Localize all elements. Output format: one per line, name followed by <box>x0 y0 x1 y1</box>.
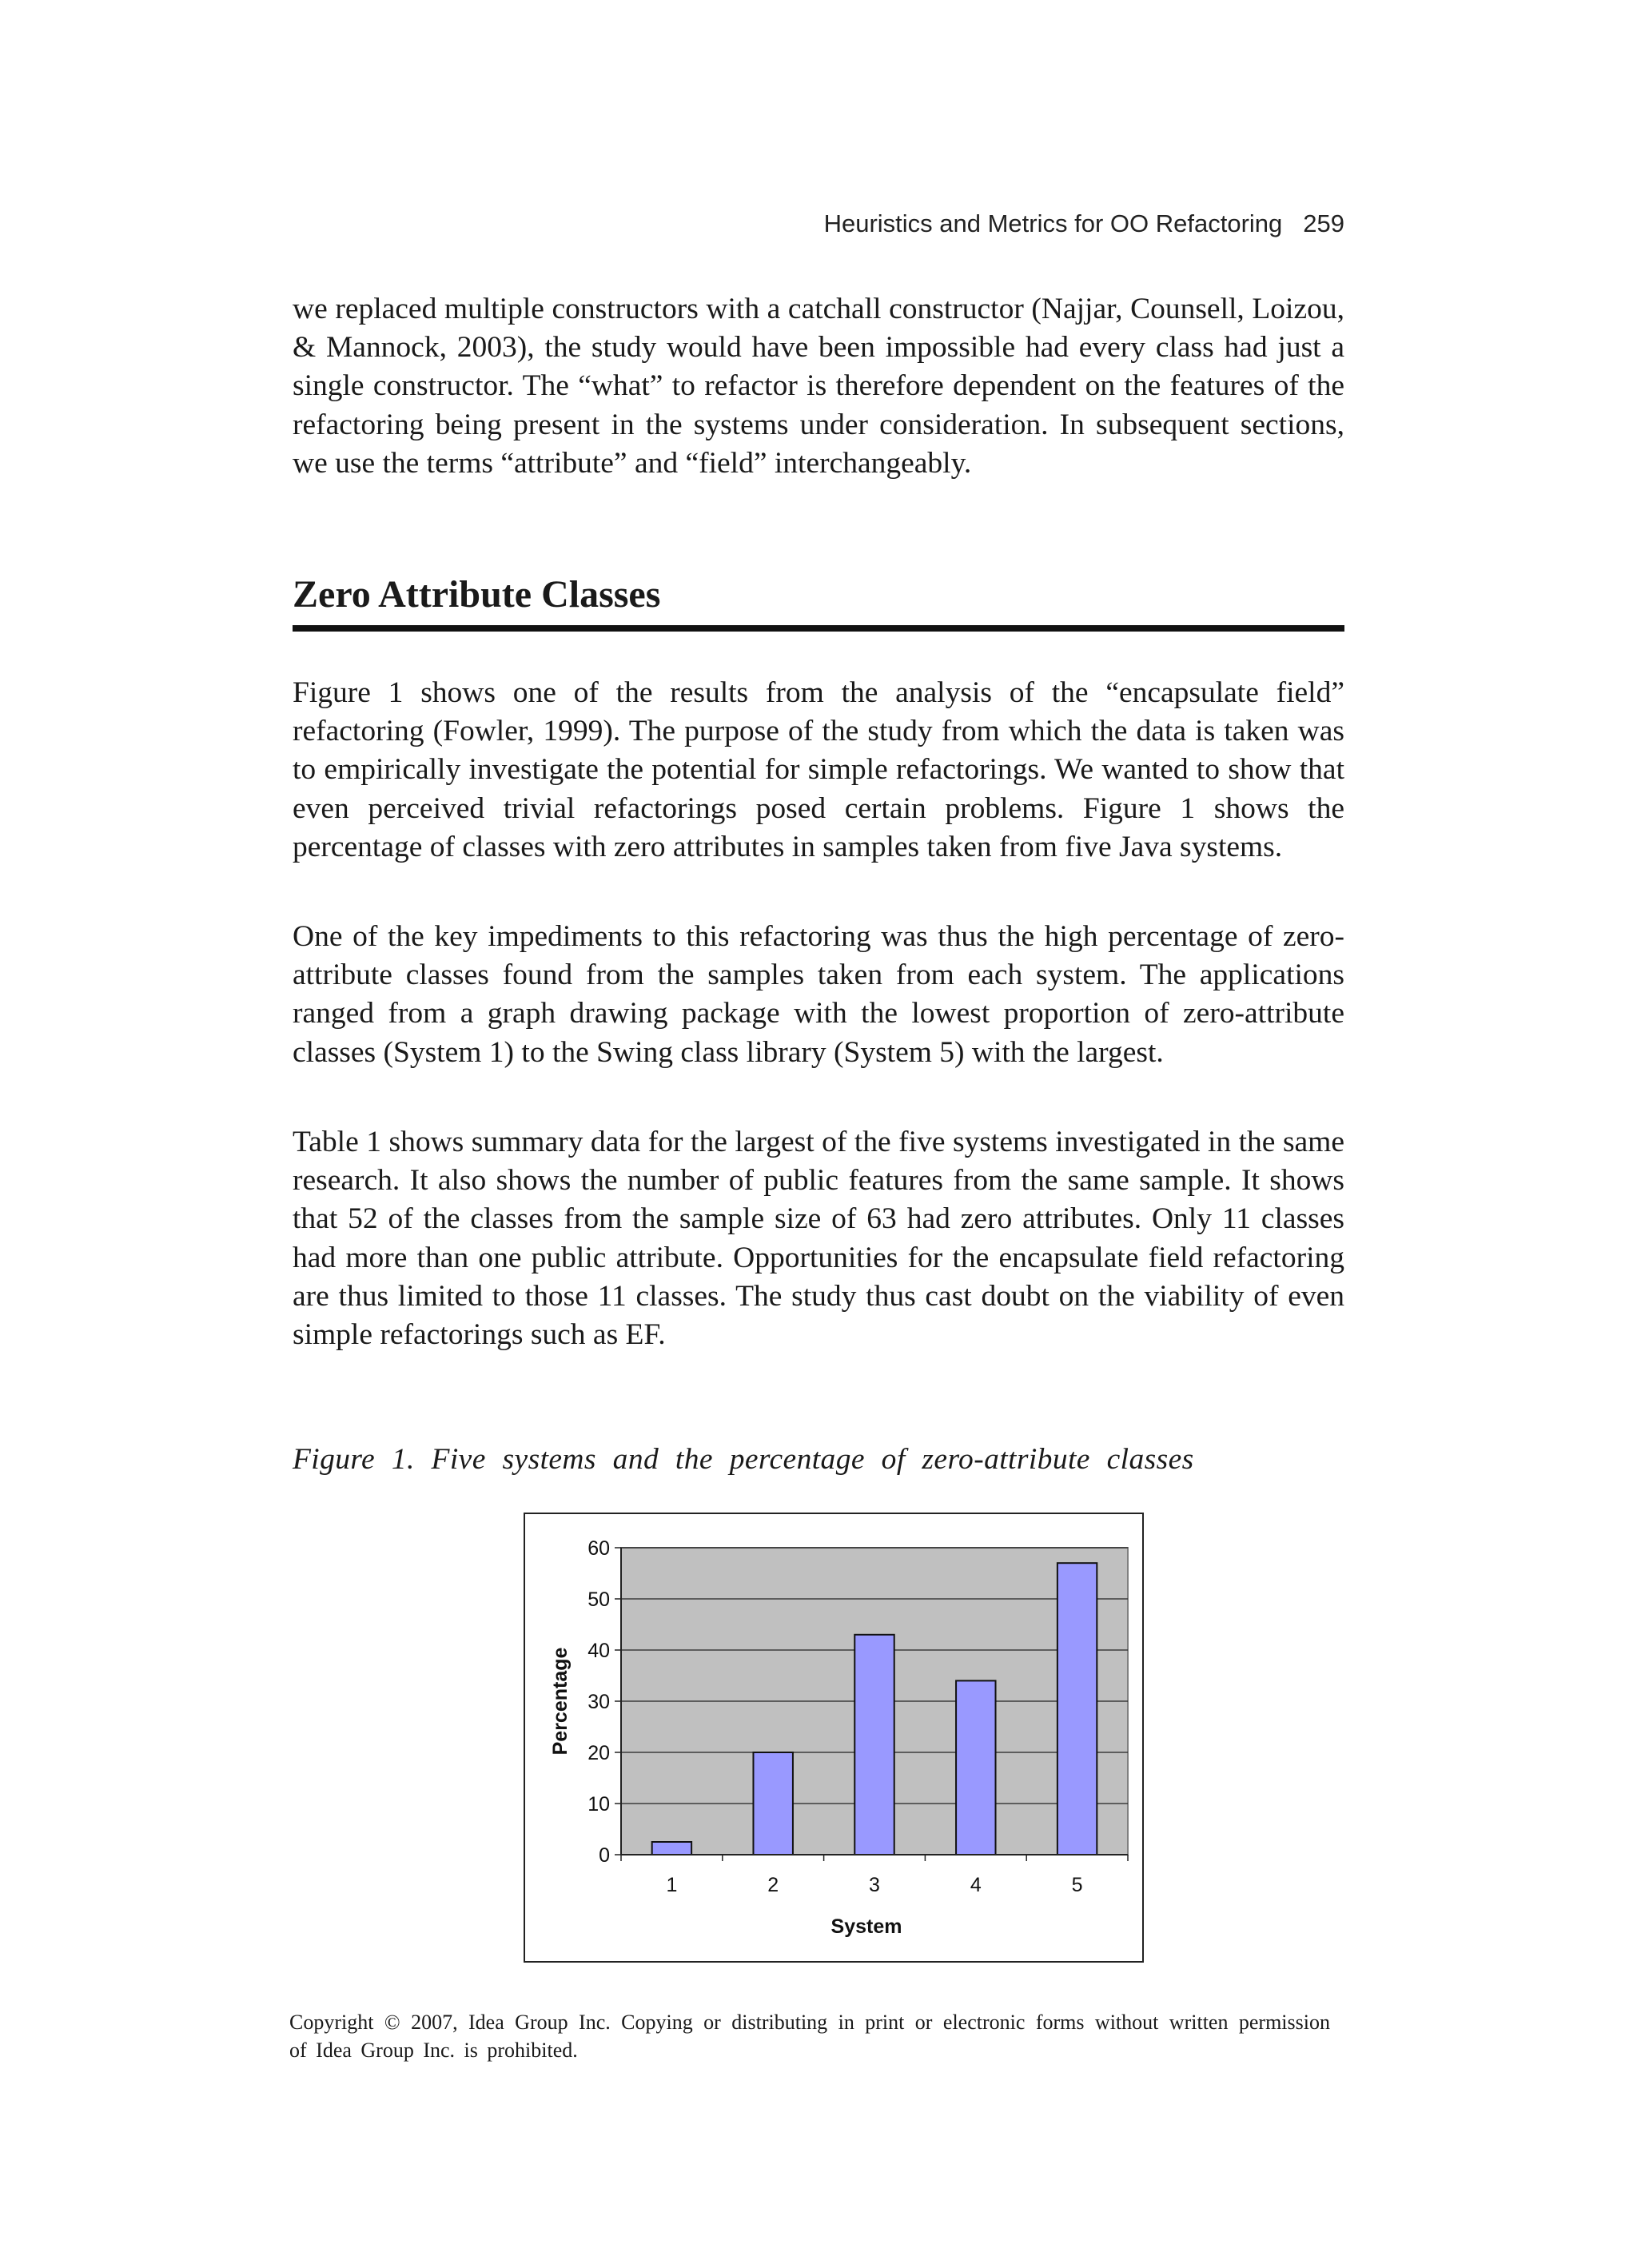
x-tick-labels <box>666 1874 1082 1896</box>
bar-system-5 <box>1057 1563 1097 1855</box>
page-number: 259 <box>1303 209 1344 237</box>
x-tick-label: 3 <box>869 1874 880 1896</box>
y-tick-label: 10 <box>587 1793 610 1816</box>
paragraph-intro: we replaced multiple constructors with a catchall constructor (Najjar, Counsell, Loizou, & Mannock, 2003), the study would have been impossible had every class had just a single constructor. The “what” to refactor is therefore dependent on the features of the refactoring being present in the systems under consideration. In subsequent sections, we use the terms “attribute” and “field” interchangeably. <box>293 293 1344 480</box>
bar-system-1 <box>652 1842 691 1855</box>
y-tick-labels <box>587 1537 610 1867</box>
bar-system-2 <box>753 1752 792 1855</box>
running-head <box>293 209 1344 238</box>
paragraph-impediments: One of the key impediments to this refactoring was thus the high percentage of zero-attribute classes found from the samples taken from each system. The applications ranged from a graph drawing package with the lowest proportion of zero-attribute classes (System 1) to the Swing class library (System 5) with the largest. <box>293 920 1344 1069</box>
y-tick-label: 40 <box>587 1640 610 1662</box>
figure-caption: Figure 1. Five systems and the percentage of zero-attribute classes <box>293 1443 1194 1476</box>
y-axis-label: Percentage <box>549 1647 572 1756</box>
running-title: Heuristics and Metrics for OO Refactoring <box>823 209 1283 237</box>
paragraph-table-summary: Table 1 shows summary data for the largest of the five systems investigated in the same research. It also shows the number of public features from the same sample. It shows that 52 of the classes from the sample size of 63 had zero attributes. Only 11 classes had more than one public attribute. Opportunities for the encapsulate field refactoring are thus limited to those 11 classes. The study thus cast doubt on the viability of even simple refactorings such as EF. <box>293 1126 1344 1352</box>
heading-rule <box>293 625 1344 632</box>
y-tick-label: 20 <box>587 1742 610 1764</box>
y-tick-label: 0 <box>599 1844 610 1867</box>
paragraph-figure-intro: Figure 1 shows one of the results from the analysis of the “encapsulate field” refactoring (Fowler, 1999). The purpose of the study from which the data is taken was to empirically investigate the potential for simple refactorings. We wanted to show that even perceived trivial refactorings posed certain problems. Figure 1 shows the percentage of classes with zero attributes in samples taken from five Java systems. <box>293 676 1344 863</box>
x-tick-label: 4 <box>970 1874 982 1896</box>
y-tick-label: 30 <box>587 1691 610 1713</box>
y-tick-label: 60 <box>587 1537 610 1560</box>
x-tick-label: 2 <box>767 1874 779 1896</box>
x-tick-label: 5 <box>1071 1874 1083 1896</box>
x-axis-label: System <box>830 1915 902 1938</box>
bar-chart <box>524 1513 1144 1963</box>
bar-system-4 <box>956 1680 995 1855</box>
x-tick-label: 1 <box>666 1874 678 1896</box>
copyright-notice: Copyright © 2007, Idea Group Inc. Copying or distributing in print or electronic forms without written permission of Idea Group Inc. is prohibited. <box>289 2011 1330 2062</box>
section-heading: Zero Attribute Classes <box>293 573 661 616</box>
bar-chart-svg <box>525 1514 1142 1961</box>
bar-system-3 <box>854 1635 894 1855</box>
y-tick-label: 50 <box>587 1588 610 1611</box>
